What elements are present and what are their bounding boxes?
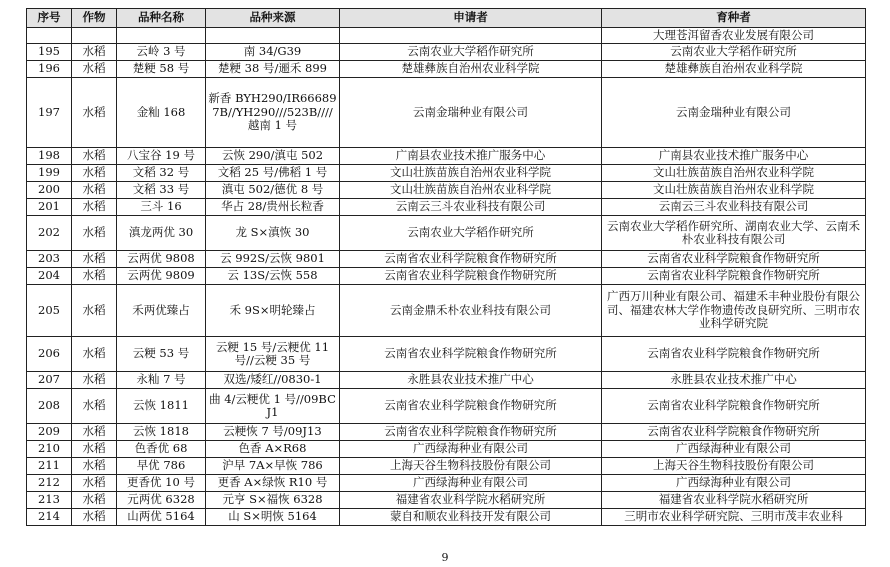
cell-source: 云恢 290/滇屯 502	[206, 148, 340, 165]
table-row	[27, 165, 866, 182]
cell-crop: 水稻	[72, 441, 117, 458]
cell-no: 212	[27, 475, 72, 492]
cell-no: 197	[27, 78, 72, 148]
cell-source: 龙 S×滇恢 30	[206, 216, 340, 251]
cell-name: 文稻 33 号	[117, 182, 206, 199]
cell-no: 206	[27, 337, 72, 372]
cell-breeder: 云南农业大学稻作研究所	[602, 44, 866, 61]
cell-breeder: 广西绿海种业有限公司	[602, 475, 866, 492]
cell-applicant: 文山壮族苗族自治州农业科学院	[340, 165, 602, 182]
cell-breeder: 上海天谷生物科技股份有限公司	[602, 458, 866, 475]
cell-no: 199	[27, 165, 72, 182]
cell-breeder: 云南农业大学稻作研究所、湖南农业大学、云南禾朴农业科技有限公司	[602, 216, 866, 251]
cell-crop: 水稻	[72, 182, 117, 199]
header-breeder: 育种者	[602, 9, 866, 28]
table-row	[27, 61, 866, 78]
cell-source: 元亨 S×福恢 6328	[206, 492, 340, 509]
cell-no: 201	[27, 199, 72, 216]
cell-name: 云粳 53 号	[117, 337, 206, 372]
cell-name: 云两优 9809	[117, 268, 206, 285]
variety-table	[26, 8, 866, 526]
cell-breeder: 云南省农业科学院粮食作物研究所	[602, 424, 866, 441]
table-row	[27, 216, 866, 251]
cell-crop: 水稻	[72, 148, 117, 165]
cell-breeder: 大理苍洱留香农业发展有限公司	[602, 28, 866, 44]
cell-name: 色香优 68	[117, 441, 206, 458]
table-row	[27, 148, 866, 165]
cell-applicant: 永胜县农业技术推广中心	[340, 372, 602, 389]
cell-applicant: 福建省农业科学院水稻研究所	[340, 492, 602, 509]
cell-name: 山两优 5164	[117, 509, 206, 526]
cell-no: 196	[27, 61, 72, 78]
header-variety-source: 品种来源	[206, 9, 340, 28]
cell-no: 211	[27, 458, 72, 475]
cell-no: 214	[27, 509, 72, 526]
cell-no: 198	[27, 148, 72, 165]
table-row	[27, 182, 866, 199]
cell-breeder: 云南省农业科学院粮食作物研究所	[602, 251, 866, 268]
cell-crop: 水稻	[72, 389, 117, 424]
table-row	[27, 251, 866, 268]
cell-crop: 水稻	[72, 216, 117, 251]
table-row	[27, 441, 866, 458]
cell-applicant: 楚雄彝族自治州农业科学院	[340, 61, 602, 78]
cell-no: 200	[27, 182, 72, 199]
cell-name: 早优 786	[117, 458, 206, 475]
table-row	[27, 492, 866, 509]
cell-no: 210	[27, 441, 72, 458]
table-row	[27, 268, 866, 285]
table-row	[27, 458, 866, 475]
cell-source: 曲 4/云粳优 1 号//09BCJ1	[206, 389, 340, 424]
cell-source: 新香 BYH290/IR666897B//YH290///523B////越南 1 号	[206, 78, 340, 148]
cell-applicant: 文山壮族苗族自治州农业科学院	[340, 182, 602, 199]
cell-crop: 水稻	[72, 165, 117, 182]
cell-source: 沪早 7A×早恢 786	[206, 458, 340, 475]
table-row	[27, 475, 866, 492]
continuation-row	[27, 28, 866, 44]
cell-source: 云 992S/云恢 9801	[206, 251, 340, 268]
cell-breeder: 云南云三斗农业科技有限公司	[602, 199, 866, 216]
cell-applicant: 广西绿海种业有限公司	[340, 441, 602, 458]
cell-source: 楚粳 38 号/逦禾 899	[206, 61, 340, 78]
cell-no: 203	[27, 251, 72, 268]
variety-table-sheet	[26, 8, 866, 526]
cell-no: 204	[27, 268, 72, 285]
cell-name: 八宝谷 19 号	[117, 148, 206, 165]
cell-source: 山 S×明恢 5164	[206, 509, 340, 526]
cell-applicant: 云南省农业科学院粮食作物研究所	[340, 389, 602, 424]
cell-breeder: 福建省农业科学院水稻研究所	[602, 492, 866, 509]
cell-applicant: 蒙自和顺农业科技开发有限公司	[340, 509, 602, 526]
table-row	[27, 509, 866, 526]
cell-breeder: 云南省农业科学院粮食作物研究所	[602, 337, 866, 372]
cell-applicant: 云南云三斗农业科技有限公司	[340, 199, 602, 216]
cell-name: 云恢 1811	[117, 389, 206, 424]
cell-applicant: 云南省农业科学院粮食作物研究所	[340, 251, 602, 268]
cell-crop: 水稻	[72, 199, 117, 216]
cell-name: 云恢 1818	[117, 424, 206, 441]
cell-crop: 水稻	[72, 78, 117, 148]
cell-no: 213	[27, 492, 72, 509]
cell-crop: 水稻	[72, 458, 117, 475]
cell-no: 209	[27, 424, 72, 441]
cell-source: 色香 A×R68	[206, 441, 340, 458]
table-row	[27, 424, 866, 441]
cell-source: 云粳 15 号/云粳优 11 号//云粳 35 号	[206, 337, 340, 372]
cell-name: 滇龙两优 30	[117, 216, 206, 251]
cell-source: 更香 A×绿恢 R10 号	[206, 475, 340, 492]
cell-breeder: 三明市农业科学研究院、三明市茂丰农业科	[602, 509, 866, 526]
table-header-row	[27, 9, 866, 28]
cell-name: 楚粳 58 号	[117, 61, 206, 78]
cell-applicant: 云南省农业科学院粮食作物研究所	[340, 337, 602, 372]
cell-crop: 水稻	[72, 251, 117, 268]
table-row	[27, 44, 866, 61]
cell-breeder: 文山壮族苗族自治州农业科学院	[602, 165, 866, 182]
cell-breeder: 广南县农业技术推广服务中心	[602, 148, 866, 165]
cell-applicant: 广西绿海种业有限公司	[340, 475, 602, 492]
cell-breeder: 永胜县农业技术推广中心	[602, 372, 866, 389]
cell-applicant: 上海天谷生物科技股份有限公司	[340, 458, 602, 475]
cell-crop: 水稻	[72, 475, 117, 492]
cell-no: 202	[27, 216, 72, 251]
cell-applicant: 云南省农业科学院粮食作物研究所	[340, 268, 602, 285]
header-crop: 作物	[72, 9, 117, 28]
cell-name: 永籼 7 号	[117, 372, 206, 389]
cell-applicant: 云南省农业科学院粮食作物研究所	[340, 424, 602, 441]
cell-applicant: 云南农业大学稻作研究所	[340, 216, 602, 251]
cell-no: 207	[27, 372, 72, 389]
cell-crop: 水稻	[72, 268, 117, 285]
cell-no: 205	[27, 285, 72, 337]
table-row	[27, 78, 866, 148]
cell-source: 文稻 25 号/佛稻 1 号	[206, 165, 340, 182]
cell-applicant: 云南金瑞种业有限公司	[340, 78, 602, 148]
cell-source: 云粳恢 7 号/09J13	[206, 424, 340, 441]
cell-crop: 水稻	[72, 424, 117, 441]
cell-name: 元两优 6328	[117, 492, 206, 509]
table-row	[27, 285, 866, 337]
cell-breeder: 楚雄彝族自治州农业科学院	[602, 61, 866, 78]
cell-breeder: 云南金瑞种业有限公司	[602, 78, 866, 148]
header-applicant: 申请者	[340, 9, 602, 28]
cell-name: 三斗 16	[117, 199, 206, 216]
cell-source: 华占 28/贵州长粒香	[206, 199, 340, 216]
cell-source	[206, 28, 340, 44]
cell-crop: 水稻	[72, 492, 117, 509]
cell-breeder: 云南省农业科学院粮食作物研究所	[602, 268, 866, 285]
cell-crop: 水稻	[72, 337, 117, 372]
cell-crop: 水稻	[72, 372, 117, 389]
cell-breeder: 广西绿海种业有限公司	[602, 441, 866, 458]
cell-name: 文稻 32 号	[117, 165, 206, 182]
cell-source: 禾 9S×明轮臻占	[206, 285, 340, 337]
cell-applicant: 云南金鼎禾朴农业科技有限公司	[340, 285, 602, 337]
cell-name: 云两优 9808	[117, 251, 206, 268]
table-row	[27, 337, 866, 372]
cell-name: 更香优 10 号	[117, 475, 206, 492]
table-body	[27, 28, 866, 526]
cell-name	[117, 28, 206, 44]
cell-name: 云岭 3 号	[117, 44, 206, 61]
cell-name: 禾两优臻占	[117, 285, 206, 337]
cell-source: 南 34/G39	[206, 44, 340, 61]
cell-breeder: 云南省农业科学院粮食作物研究所	[602, 389, 866, 424]
cell-breeder: 文山壮族苗族自治州农业科学院	[602, 182, 866, 199]
page-number: 9	[441, 551, 449, 564]
cell-crop: 水稻	[72, 61, 117, 78]
cell-name: 金籼 168	[117, 78, 206, 148]
cell-no: 208	[27, 389, 72, 424]
cell-applicant: 广南县农业技术推广服务中心	[340, 148, 602, 165]
cell-crop: 水稻	[72, 509, 117, 526]
table-row	[27, 199, 866, 216]
cell-applicant: 云南农业大学稻作研究所	[340, 44, 602, 61]
cell-no: 195	[27, 44, 72, 61]
cell-crop	[72, 28, 117, 44]
header-variety-name: 品种名称	[117, 9, 206, 28]
header-no: 序号	[27, 9, 72, 28]
table-row	[27, 389, 866, 424]
cell-source: 滇屯 502/德优 8 号	[206, 182, 340, 199]
cell-no	[27, 28, 72, 44]
cell-applicant	[340, 28, 602, 44]
cell-breeder: 广西万川种业有限公司、福建禾丰种业股份有限公司、福建农林大学作物遗传改良研究所、三明市农业科学研究院	[602, 285, 866, 337]
table-row	[27, 372, 866, 389]
cell-crop: 水稻	[72, 285, 117, 337]
cell-source: 双选/矮红//0830-1	[206, 372, 340, 389]
cell-source: 云 13S/云恢 558	[206, 268, 340, 285]
cell-crop: 水稻	[72, 44, 117, 61]
